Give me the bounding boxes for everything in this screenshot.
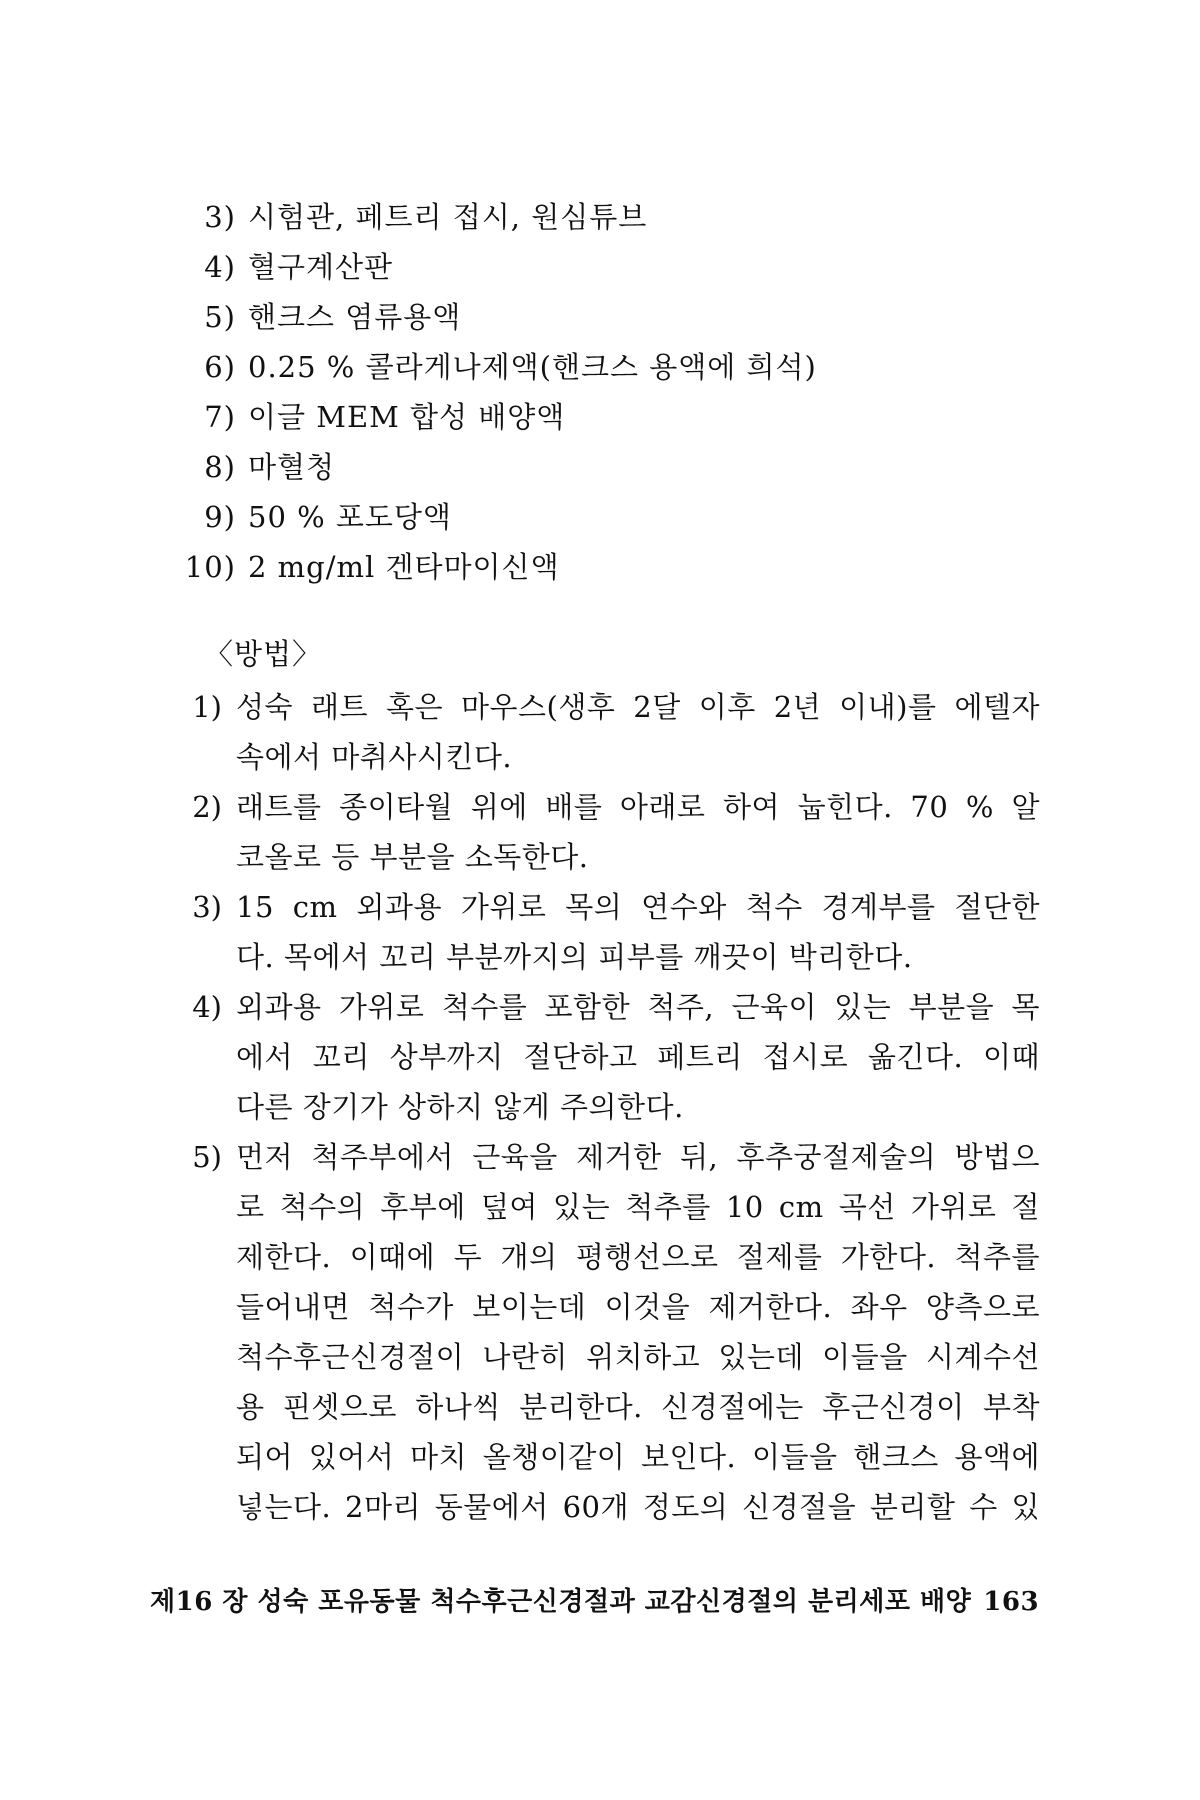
page-number: 163 [983, 1587, 1040, 1617]
step-text [236, 882, 1040, 982]
text-line: 15 cm 외과용 가위로 목의 연수와 척수 경계부를 절단한 [236, 890, 1040, 924]
step-text [236, 782, 1040, 882]
text-line: 에서 꼬리 상부까지 절단하고 페트리 접시로 옮긴다. 이때 [236, 1040, 1040, 1074]
text-line: 먼저 척주부에서 근육을 제거한 뒤, 후추궁절제술의 방법으 [236, 1140, 1040, 1174]
text-line: 되어 있어서 마치 올챙이같이 보인다. 이들을 핸크스 용액에 [236, 1440, 1040, 1474]
step-text [236, 1132, 1040, 1532]
step-item [180, 782, 1040, 882]
item-number: 5) [204, 300, 236, 334]
step-item [180, 682, 1040, 782]
item-number: 10) [184, 550, 236, 584]
list-item [180, 392, 1080, 442]
step-number: 3) [192, 890, 222, 924]
page-footer [150, 1582, 1050, 1622]
list-item [180, 242, 1080, 292]
item-number: 8) [204, 450, 236, 484]
item-number: 6) [204, 350, 236, 384]
item-number: 4) [204, 250, 236, 284]
method-steps [180, 682, 1040, 1532]
text-line: 래트를 종이타월 위에 배를 아래로 하여 눕힌다. 70 % 알 [236, 790, 1040, 824]
text-line: 로 척수의 후부에 덮여 있는 척추를 10 cm 곡선 가위로 절 [236, 1190, 1040, 1224]
text-line: 제한다. 이때에 두 개의 평행선으로 절제를 가한다. 척추를 [236, 1240, 1040, 1274]
item-text: 이글 MEM 합성 배양액 [248, 400, 566, 434]
text-line: 성숙 래트 혹은 마우스(생후 2달 이후 2년 이내)를 에텔자 [236, 690, 1040, 724]
text-line: 다른 장기가 상하지 않게 주의한다. [236, 1090, 684, 1124]
item-text: 시험관, 페트리 접시, 원심튜브 [248, 200, 648, 234]
step-text [236, 682, 1040, 782]
list-item [180, 292, 1080, 342]
text-line: 속에서 마취사시킨다. [236, 740, 513, 774]
text-line: 척수후근신경절이 나란히 위치하고 있는데 이들을 시계수선 [236, 1340, 1040, 1374]
text-line: 들어내면 척수가 보이는데 이것을 제거한다. 좌우 양측으로 [236, 1290, 1040, 1324]
step-number: 1) [192, 690, 222, 724]
list-item [180, 542, 1080, 592]
item-text: 마혈청 [248, 450, 336, 484]
item-text: 0.25 % 콜라게나제액(핸크스 용액에 희석) [248, 350, 817, 384]
step-number: 4) [192, 990, 222, 1024]
list-item [180, 342, 1080, 392]
step-item [180, 982, 1040, 1132]
step-number: 5) [192, 1140, 222, 1174]
method-heading: 〈방법〉 [204, 637, 323, 671]
item-text: 50 % 포도당액 [248, 500, 452, 534]
step-item [180, 1132, 1040, 1532]
materials-list [180, 192, 1080, 592]
text-line: 외과용 가위로 척수를 포함한 척주, 근육이 있는 부분을 목 [236, 990, 1040, 1024]
step-text [236, 982, 1040, 1132]
text-line: 넣는다. 2마리 동물에서 60개 정도의 신경절을 분리할 수 있 [236, 1490, 1040, 1524]
item-number: 9) [204, 500, 236, 534]
step-number: 2) [192, 790, 222, 824]
list-item [180, 492, 1080, 542]
item-number: 7) [204, 400, 236, 434]
text-line: 용 핀셋으로 하나씩 분리한다. 신경절에는 후근신경이 부착 [236, 1390, 1040, 1424]
running-title: 제16 장 성숙 포유동물 척수후근신경절과 교감신경절의 분리세포 배양 [150, 1587, 972, 1617]
text-line: 다. 목에서 꼬리 부분까지의 피부를 깨끗이 박리한다. [236, 940, 913, 974]
item-number: 3) [204, 200, 236, 234]
step-item [180, 882, 1040, 982]
item-text: 핸크스 염류용액 [248, 300, 462, 334]
list-item [180, 442, 1080, 492]
item-text: 혈구계산판 [248, 250, 394, 284]
list-item [180, 192, 1080, 242]
item-text: 2 mg/ml 겐타마이신액 [248, 550, 560, 584]
text-line: 코올로 등 부분을 소독한다. [236, 840, 589, 874]
